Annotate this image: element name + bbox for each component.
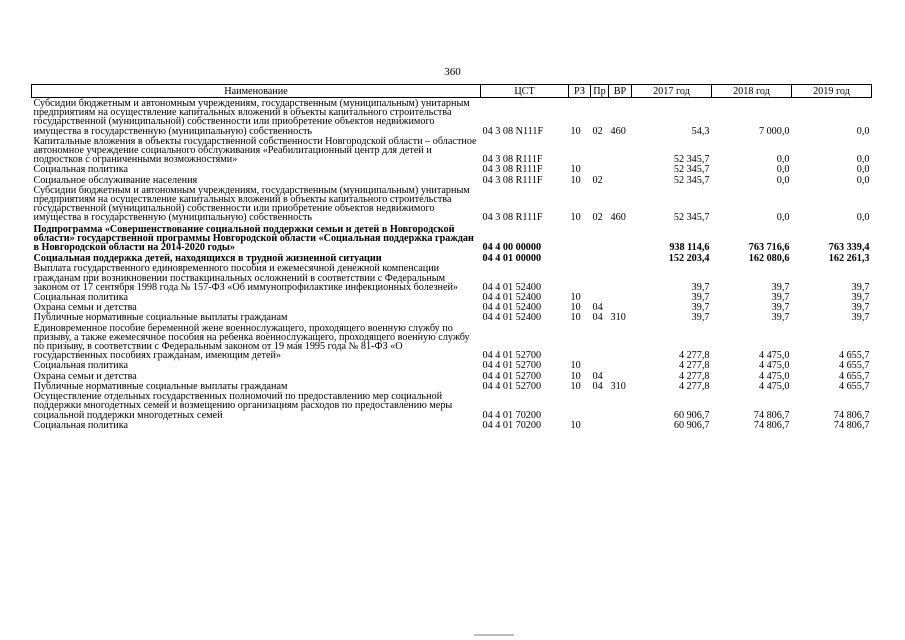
row-vr-cell [609,323,632,361]
row-2019-cell: 0,0 [856,125,870,137]
row-2017-cell: 60 906,7 [673,419,710,431]
row-vr-cell: 310 [610,380,626,392]
row-vr-cell [609,164,632,174]
row-name-cell: Публичные нормативные социальные выплаты гражданам [33,312,288,324]
row-rz-cell [569,136,591,165]
row-cst-cell: 04 4 01 52400 [482,292,542,304]
row-pr-cell [591,263,609,292]
row-pr-cell [591,360,609,370]
row-pr-cell: 04 [592,370,603,382]
row-2019-cell: 39,7 [851,312,870,324]
table-row [32,302,872,312]
row-name-cell: Социальное обслуживание населения [33,174,198,186]
row-rz-cell: 10 [570,360,581,372]
row-2018-cell: 4 475,0 [758,350,790,362]
row-pr-cell: 04 [592,380,603,392]
row-2017-cell: 52 345,7 [673,164,710,176]
row-cst-cell: 04 4 01 52700 [482,350,542,362]
page-edge-mark [474,634,514,636]
row-name-cell: Осуществление отдельных государственных полномочий по предоставлению мер социальной поддержки многодетных семей и возмещению организациям расходов по предоставлению меры социальной поддержки многодетных семей [33,391,453,421]
row-rz-cell: 10 [570,125,581,137]
table-row [32,98,872,136]
row-cst-cell: 04 3 08 R111F [482,174,543,186]
table-row [32,381,872,391]
table-row [32,136,872,165]
table-row [32,263,872,292]
header-2017: 2017 год [632,85,712,98]
row-2017-cell: 938 114,6 [669,242,710,254]
header-cst: ЦСТ [481,85,569,98]
row-pr-cell [591,164,609,174]
budget-table [31,84,872,430]
row-2017-cell: 39,7 [691,312,710,324]
row-2018-cell: 74 806,7 [753,409,790,421]
header-vr: ВР [609,85,632,98]
row-2018-cell: 39,7 [771,312,790,324]
row-2017-cell: 4 277,8 [678,360,710,372]
row-2019-cell: 162 261,3 [828,253,870,265]
row-2017-cell: 39,7 [691,281,710,293]
table-row [32,391,872,420]
row-2019-cell: 763 339,4 [828,242,870,254]
table-header-row [32,85,872,98]
row-2017-cell: 52 345,7 [673,154,710,166]
row-2017-cell: 4 277,8 [678,350,710,362]
row-rz-cell: 10 [570,212,581,224]
row-2017-cell: 4 277,8 [678,370,710,382]
row-rz-cell: 10 [570,312,581,324]
row-name-cell: Публичные нормативные социальные выплаты гражданам [33,380,288,392]
row-vr-cell [609,420,632,430]
row-rz-cell: 10 [570,370,581,382]
row-cst-cell: 04 4 01 70200 [482,419,542,431]
row-pr-cell [591,136,609,165]
header-2019: 2019 год [792,85,872,98]
table-row [32,420,872,430]
row-vr-cell: 460 [610,212,626,224]
row-2018-cell: 162 080,6 [748,253,790,265]
row-2018-cell: 0,0 [776,174,790,186]
row-name-cell: Субсидии бюджетным и автономным учреждениям, государственным (муниципальным) унитарным предприятиям на осуществление капитальных вложений в объекты капитального строительства государственной (муниципальной) собственности или приобретение объектов недвижимого имущества в государственную (муниципальную) собственность [33,184,470,224]
row-rz-cell: 10 [570,164,581,176]
row-2019-cell: 4 655,7 [838,350,870,362]
row-2017-cell: 39,7 [691,302,710,314]
table-row [32,175,872,185]
row-pr-cell [591,323,609,361]
row-cst-cell: 04 4 01 70200 [482,409,542,421]
row-2018-cell: 4 475,0 [758,360,790,372]
row-2017-cell: 152 203,4 [668,253,710,265]
header-rz: РЗ [569,85,591,98]
row-name-cell: Охрана семьи и детства [33,302,137,314]
row-pr-cell [591,252,609,263]
row-2018-cell: 4 475,0 [758,370,790,382]
row-2018-cell: 39,7 [771,302,790,314]
row-cst-cell: 04 3 08 R111F [482,164,543,176]
row-name-cell: Социальная политика [33,419,129,431]
row-2019-cell: 39,7 [851,281,870,293]
table-row [32,164,872,174]
row-pr-cell [591,223,609,253]
row-vr-cell [609,263,632,292]
row-name-cell: Выплата государственного единовременного пособия и ежемесячной денежной компенсации гражданам при возникновении поствакцинальных осложнений в соответствии с Федеральным законом от 17 сентября 1998 года № 157-ФЗ «Об иммунопрофилактике инфекционных болезней» [33,263,459,293]
row-2019-cell: 0,0 [856,164,870,176]
row-cst-cell: 04 4 01 00000 [482,253,542,265]
row-cst-cell: 04 4 01 52400 [482,302,542,314]
row-2017-cell: 52 345,7 [673,212,710,224]
row-rz-cell [569,223,591,253]
row-cst-cell: 04 4 01 52700 [482,360,542,372]
row-2018-cell: 0,0 [776,212,790,224]
row-2017-cell: 60 906,7 [673,409,710,421]
row-2018-cell: 39,7 [771,292,790,304]
row-name-cell: Социальная политика [33,292,129,304]
row-rz-cell [569,252,591,263]
row-rz-cell [569,263,591,292]
page-number: 360 [444,66,461,78]
row-vr-cell [609,292,632,302]
row-2019-cell: 74 806,7 [833,419,870,431]
row-rz-cell: 10 [570,174,581,186]
row-rz-cell: 10 [570,302,581,314]
row-name-cell: Капитальные вложения в объекты государственной собственности Новгородской области – областное автономное учреждение социального обслуживания «Реабилитационный центр для детей и подростков с ограниченными возможностями» [33,135,477,166]
row-name-cell: Субсидии бюджетным и автономным учреждениям, государственным (муниципальным) унитарным предприятиям на осуществление капитальных вложений в объекты капитального строительства государственной (муниципальной) собственности или приобретение объектов недвижимого имущества в государственную (муниципальную) собственность [33,98,470,137]
row-2018-cell: 763 716,6 [748,242,790,254]
row-vr-cell [609,391,632,420]
row-pr-cell: 04 [592,312,603,324]
row-vr-cell: 460 [610,125,626,137]
row-2017-cell: 39,7 [691,292,710,304]
row-rz-cell: 10 [570,419,581,431]
row-2019-cell: 4 655,7 [838,380,870,392]
row-pr-cell [591,292,609,302]
table-row [32,312,872,322]
row-vr-cell [609,136,632,165]
row-2018-cell: 0,0 [776,154,790,166]
row-rz-cell: 10 [570,380,581,392]
row-pr-cell: 02 [592,212,603,224]
row-rz-cell: 10 [570,292,581,304]
row-name-cell: Единовременное пособие беременной жене военнослужащего, проходящего военную службу по призыву, а также ежемесячное пособия на ребенка военнослужащего, проходящего военную службу по призыву, в соответствии с Федеральным законом от 19 мая 1995 года № 81-ФЗ «О государственных пособиях гражданам, имеющим детей» [33,322,470,362]
table-row [32,371,872,381]
row-2018-cell: 7 000,0 [758,125,790,137]
row-pr-cell [591,420,609,430]
row-cst-cell: 04 4 01 52400 [482,281,542,293]
table-row [32,223,872,253]
row-2018-cell: 0,0 [776,164,790,176]
row-2017-cell: 54,3 [691,125,710,137]
row-cst-cell: 04 4 01 52700 [482,380,542,392]
row-cst-cell: 04 4 00 00000 [482,242,542,254]
row-name-cell: Подпрограмма «Совершенствование социальной поддержки семьи и детей в Новгородской области» государственной программы Новгородской области «Социальная поддержка граждан в Новгородской области на 2014-2020 годы» [33,223,474,254]
table-row [32,252,872,263]
row-2018-cell: 39,7 [771,281,790,293]
header-pr: Пр [591,85,609,98]
row-2019-cell: 74 806,7 [833,409,870,421]
row-rz-cell [569,391,591,420]
row-vr-cell [609,360,632,370]
row-2019-cell: 4 655,7 [838,360,870,372]
row-vr-cell: 310 [610,312,626,324]
row-cst-cell: 04 4 01 52700 [482,370,542,382]
row-pr-cell: 02 [592,125,603,137]
row-cst-cell: 04 3 08 R111F [482,212,543,224]
row-2017-cell: 4 277,8 [678,380,710,392]
table-row [32,323,872,361]
row-cst-cell: 04 3 08 N111F [482,125,544,137]
row-2018-cell: 4 475,0 [758,380,790,392]
row-pr-cell: 02 [592,174,603,186]
row-vr-cell [609,252,632,263]
row-pr-cell [591,391,609,420]
row-name-cell: Социальная политика [33,164,129,176]
row-vr-cell [609,175,632,185]
row-cst-cell: 04 4 01 52400 [482,312,542,324]
row-2019-cell: 4 655,7 [838,370,870,382]
row-cst-cell: 04 3 08 R111F [482,154,543,166]
header-2018: 2018 год [712,85,792,98]
row-2019-cell: 0,0 [856,212,870,224]
row-2017-cell: 52 345,7 [673,174,710,186]
row-2019-cell: 0,0 [856,154,870,166]
row-name-cell: Социальная политика [33,360,129,372]
row-name-cell: Охрана семьи и детства [33,370,137,382]
table-row [32,185,872,223]
row-pr-cell: 04 [592,302,603,314]
row-rz-cell [569,323,591,361]
table-row [32,360,872,370]
row-2018-cell: 74 806,7 [753,419,790,431]
row-vr-cell [609,223,632,253]
row-2019-cell: 0,0 [856,174,870,186]
row-2019-cell: 39,7 [851,292,870,304]
table-row [32,292,872,302]
row-vr-cell [609,371,632,381]
header-name: Наименование [32,85,481,98]
row-name-cell: Социальная поддержка детей, находящихся в трудной жизненной ситуации [33,253,382,265]
row-2019-cell: 39,7 [851,302,870,314]
row-vr-cell [609,302,632,312]
